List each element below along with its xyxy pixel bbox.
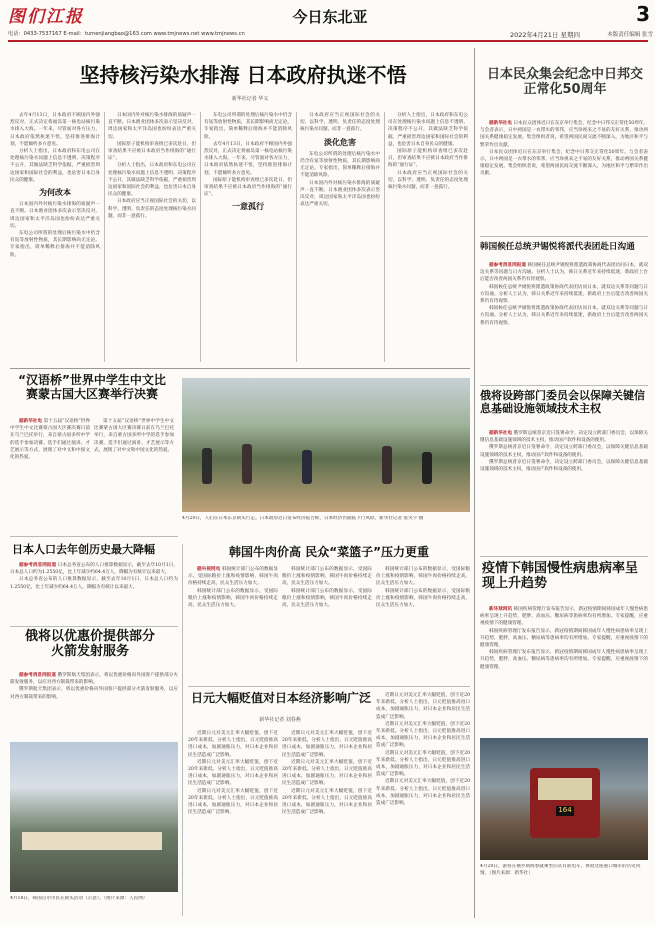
seoul-caption: 4月18日，韩国首尔市民在街头活动（示意）。（图片来源：人民网）: [10, 896, 148, 901]
pop-headline: 日本人口去年创历史最大降幅: [12, 543, 155, 556]
covid-body: 新环球网讯 韩国疾病管理厅发布报告显示，新冠疫情期间韩国成年人慢性病患病率呈现上升趋势，肥胖、高血压、糖尿病等患病率均有所增加。专家提醒，应重视疫情下的健康管理。 韩国疾病管理厅发布报告显示，新冠疫情期间韩国成年人慢性病患病率呈现上升趋势，肥胖、高血压、糖尿病等患病率均有所增加。专家提醒，应重视疫情下的健康管理。 韩国疾病管理厅发布报告显示，新冠疫情期间韩国成年人慢性病患病率呈现上升趋势，肥胖、高血压、糖尿病等患病率均有所增加。专家提醒，应重视疫情下的健康管理。: [480, 607, 648, 670]
bridge-body-2: 第十五届“汉语桥”世界中学生中文比赛蒙古国大区赛决赛日前在乌兰巴托举行，来自蒙古国多所中学的选手参加决赛。选手们通过演讲、才艺展示等方式，展现了对中文和中国文化的热爱。: [94, 419, 174, 453]
lead-col-5: 分析人士指出，日本政府和东电公司在处理核污染水问题上信息不透明、决策程序不公开，其做法缺乏科学依据，严重损害周边国家和国际社会的利益，也危害日本自身民众的健康。 国际原子能机构审查组已多次赴日，但审查结果不应被日本政府当作排海的“通行证”。 日本政府应当正视国际社会的关切，以科学、透明、负责任的态度处理核污染水问题，而非一意孤行。: [388, 113, 468, 191]
tokyo-caption: 4月20日，人们在日本东京街头行走。日本政府近日发布经济报告称，日本经济仍面临下行风险。新华社记者 张笑宇 摄: [182, 516, 424, 521]
lead-headline: 坚持核污染水排海 日本政府执迷不悟: [79, 63, 407, 87]
right-mid-body: 据参考消息网报道 韩国候任总统尹锡悦将派遣政策协商代表团访问日本，就双边关系等问题与日方沟通。分析人士认为，韩日关系近年来持续低迷，新政府上台后能否改善两国关系仍有待观察。 韩国候任总统尹锡悦将派遣政策协商代表团访问日本，就双边关系等问题与日方沟通。分析人士认为，韩日关系近年来持续低迷，新政府上台后能否改善两国关系仍有待观察。 韩国候任总统尹锡悦将派遣政策协商代表团访问日本，就双边关系等问题与日方沟通。分析人士认为，韩日关系近年来持续低迷，新政府上台后能否改善两国关系仍有待观察。: [480, 263, 648, 326]
newspaper-logo: 图们江报: [8, 7, 84, 27]
contact-info: 电话：0433-7537167 E-mail：tumenjiangbao@163.com www.tmjnews.net www.tmjnews.cn: [8, 31, 245, 37]
seoul-photo: [10, 742, 178, 892]
masthead-rule: [8, 40, 648, 42]
right-lower-headline: 俄将设跨部门委员会以保障关键信息基础设施领域技术主权: [480, 389, 645, 415]
tram-photo: 164: [480, 738, 648, 860]
pop-body: 据参考消息网报道 日本总务省公布的人口推算数据显示，截至去年10月1日，日本总人口约为1.2550亿，比上年减少约64.4万人，降幅为有统计以来最大。 日本总务省公布的人口推算数据显示，截至去年10月1日，日本总人口约为1.2550亿，比上年减少约64.4万人，降幅为有统计以来最大。: [10, 563, 178, 590]
beef-body-3: 韩国统计部门公布的数据显示，受国际粮价上涨和疫情影响，韩国牛肉价格持续走高，民众生活压力加大。 韩国统计部门公布的数据显示，受国际粮价上涨和疫情影响，韩国牛肉价格持续走高，民众生活压力加大。: [376, 567, 470, 609]
yen-body-2: 近期日元对美元汇率大幅贬值，创下近20年来新低。分析人士指出，日元贬值推高进口成本，加剧通胀压力，对日本企业和居民生活造成广泛影响。 近期日元对美元汇率大幅贬值，创下近20年来新低。分析人士指出，日元贬值推高进口成本，加剧通胀压力，对日本企业和居民生活造成广泛影响。 近期日元对美元汇率大幅贬值，创下近20年来新低。分析人士指出，日元贬值推高进口成本，加剧通胀压力，对日本企业和居民生活造成广泛影响。: [282, 731, 372, 816]
rocket-body: 据参考消息网报道 俄罗斯航天集团表示，将以优惠价格向外国客户提供部分火箭发射服务，以应对西方制裁带来的影响。 俄罗斯航天集团表示，将以优惠价格向外国客户提供部分火箭发射服务，以应对西方制裁带来的影响。: [10, 673, 178, 700]
section-title: 今日东北亚: [292, 8, 368, 26]
issue-date: 2022年4月21日 星期四: [509, 31, 580, 39]
rocket-headline: 俄将以优惠价提供部分火箭发射服务: [24, 629, 155, 659]
lead-col-1: 去年4月13日，日本政府不顾国内外强烈反对，正式决定将福岛第一核电站核污染水排入大海。一年来，尽管面对各方压力，日本政府依然执迷不悟，坚持推进排海计划，不愿倾听多方意见。 分析人士指出，日本政府和东电公司在处理核污染水问题上信息不透明、决策程序不公开，其做法缺乏科学依据，严重损害周边国家和国际社会的利益，也危害日本自身民众的健康。 为何改本 日本国内外对核污染水排海的质疑声一直不断。日本渔业团体多次表示坚决反对，周边国家和太平洋岛国也纷纷表达严重关切。 东电公司所谓的处理后核污染水中仍含有氚等放射性物质，其长期影响尚无定论。专家指出，简单稀释后排海并不能消除风险。: [10, 113, 100, 258]
yen-byline: 新华社记者 刘春燕: [259, 717, 301, 723]
bridge-headline: “汉语桥”世界中学生中文比赛蒙古国大区赛举行决赛: [18, 373, 166, 401]
editor-credit: 本版责任编辑 张雪: [607, 32, 653, 38]
right-top-body: 据新华社电 日本民众团体近日在东京举行集会，纪念中日邦交正常化50周年。与会者表示，日中两国是一衣带水的邻邦，应当珍视来之不易的友好关系，推动两国关系健康稳定发展。集会组织者说，希望两国民间交流不断深入，为地区和平与繁荣作出贡献。 日本民众团体近日在东京举行集会，纪念中日邦交正常化50周年。与会者表示，日中两国是一衣带水的邻邦，应当珍视来之不易的友好关系，推动两国关系健康稳定发展。集会组织者说，希望两国民间交流不断深入，为地区和平与繁荣作出贡献。: [480, 121, 648, 177]
page-number: 3: [636, 2, 650, 26]
lead-subhead: 为何改本: [39, 188, 71, 198]
tram-caption: 4月20日，游客在俄罗斯海参崴乘坐旧式有轨电车，体验这座港口城市的历史风情。（图片来源：新华社）: [480, 864, 641, 876]
beef-body-1: 据央视网电 韩国统计部门公布的数据显示，受国际粮价上涨和疫情影响，韩国牛肉价格持续走高，民众生活压力加大。 韩国统计部门公布的数据显示，受国际粮价上涨和疫情影响，韩国牛肉价格持续走高，民众生活压力加大。: [188, 567, 278, 609]
right-mid-headline: 韩国候任总统尹锡悦将派代表团赴日沟通: [480, 242, 635, 252]
yen-body-1: 近期日元对美元汇率大幅贬值，创下近20年来新低。分析人士指出，日元贬值推高进口成本，加剧通胀压力，对日本企业和居民生活造成广泛影响。 近期日元对美元汇率大幅贬值，创下近20年来新低。分析人士指出，日元贬值推高进口成本，加剧通胀压力，对日本企业和居民生活造成广泛影响。 近期日元对美元汇率大幅贬值，创下近20年来新低。分析人士指出，日元贬值推高进口成本，加剧通胀压力，对日本企业和居民生活造成广泛影响。: [188, 731, 278, 816]
lead-col-4: 日本政府应当正视国际社会的关切，以科学、透明、负责任的态度处理核污染水问题，而非一意孤行。 淡化危害 东电公司所谓的处理后核污染水中仍含有氚等放射性物质，其长期影响尚无定论。专家指出，简单稀释后排海并不能消除风险。 日本国内外对核污染水排海的质疑声一直不断。日本渔业团体多次表示坚决反对，周边国家和太平洋岛国也纷纷表达严重关切。: [300, 113, 380, 208]
beef-body-2: 韩国统计部门公布的数据显示，受国际粮价上涨和疫情影响，韩国牛肉价格持续走高，民众生活压力加大。 韩国统计部门公布的数据显示，受国际粮价上涨和疫情影响，韩国牛肉价格持续走高，民众生活压力加大。: [282, 567, 372, 609]
covid-headline: 疫情下韩国慢性病患病率呈现上升趋势: [482, 561, 639, 591]
yen-body-3: 近期日元对美元汇率大幅贬值，创下近20年来新低。分析人士指出，日元贬值推高进口成本，加剧通胀压力，对日本企业和居民生活造成广泛影响。 近期日元对美元汇率大幅贬值，创下近20年来新低。分析人士指出，日元贬值推高进口成本，加剧通胀压力，对日本企业和居民生活造成广泛影响。 近期日元对美元汇率大幅贬值，创下近20年来新低。分析人士指出，日元贬值推高进口成本，加剧通胀压力，对日本企业和居民生活造成广泛影响。 近期日元对美元汇率大幅贬值，创下近20年来新低。分析人士指出，日元贬值推高进口成本，加剧通胀压力，对日本企业和居民生活造成广泛影响。: [376, 693, 470, 807]
lead-byline: 新华社记者 华义: [231, 96, 269, 102]
yen-headline: 日元大幅贬值对日本经济影响广泛: [190, 691, 371, 705]
right-lower-body: 据新华社电 俄罗斯总统普京近日签署命令，决定设立跨部门委员会，以保障关键信息基础设施领域的技术主权，推动国产软件和设备的使用。 俄罗斯总统普京近日签署命令，决定设立跨部门委员会，以保障关键信息基础设施领域的技术主权，推动国产软件和设备的使用。 俄罗斯总统普京近日签署命令，决定设立跨部门委员会，以保障关键信息基础设施领域的技术主权，推动国产软件和设备的使用。: [480, 431, 648, 473]
bridge-body-1: 据新华社电 第十五届“汉语桥”世界中学生中文比赛蒙古国大区赛决赛日前在乌兰巴托举行，来自蒙古国多所中学的选手参加决赛。选手们通过演讲、才艺展示等方式，展现了对中文和中国文化的热爱。: [10, 419, 90, 461]
lead-signoff: 一意孤行: [232, 202, 264, 212]
lead-col-3: 东电公司所谓的处理后核污染水中仍含有氚等放射性物质，其长期影响尚无定论。专家指出，简单稀释后排海并不能消除风险。 去年4月13日，日本政府不顾国内外强烈反对，正式决定将福岛第一核电站核污染水排入大海。一年来，尽管面对各方压力，日本政府依然执迷不悟，坚持推进排海计划，不愿倾听多方意见。 国际原子能机构审查组已多次赴日，但审查结果不应被日本政府当作排海的“通行证”。 一意孤行: [204, 113, 292, 212]
lead-col-2: 日本国内外对核污染水排海的质疑声一直不断。日本渔业团体多次表示坚决反对，周边国家和太平洋岛国也纷纷表达严重关切。 国际原子能机构审查组已多次赴日，但审查结果不应被日本政府当作排海的“通行证”。 分析人士指出，日本政府和东电公司在处理核污染水问题上信息不透明、决策程序不公开，其做法缺乏科学依据，严重损害周边国家和国际社会的利益，也危害日本自身民众的健康。 日本政府应当正视国际社会的关切，以科学、透明、负责任的态度处理核污染水问题，而非一意孤行。: [108, 113, 196, 219]
beef-headline: 韩国牛肉价高 民众“菜篮子”压力更重: [229, 545, 429, 559]
lead-subhead-2: 淡化危害: [324, 137, 356, 147]
right-top-headline: 日本民众集会纪念中日邦交正常化50周年: [486, 67, 643, 97]
tokyo-street-photo: [182, 378, 470, 512]
